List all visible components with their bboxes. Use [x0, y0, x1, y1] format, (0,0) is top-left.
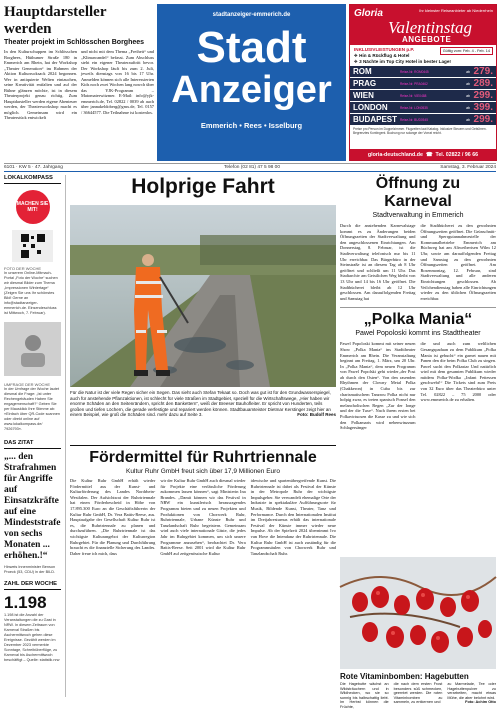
ad-fine-print: Preise pro Person im Doppelzimmer. Flugzeiten laut Katalog. Inklusive Steuern und Gebühren. Begrenztes Kontingent. Buchung nur solange der Vorrat reicht.	[353, 127, 487, 135]
ad-claim: Ihr kleinster Reiseanbieter ab Niederrhein	[419, 8, 493, 13]
city-price: 299.	[473, 114, 493, 125]
city-ab: ab	[466, 69, 470, 74]
hagebutten-photo	[340, 557, 496, 669]
phone-info: Telefon (02 81) 47 5 98 00	[224, 165, 281, 170]
city-name: PRAG	[353, 79, 377, 88]
story-body	[70, 478, 336, 556]
story-col-1: Die Kultur Ruhr GmbH erhält wieder Fördermittel aus der Kunst- und Kulturförderung des Landes Nordrhein-Westfalen. Der Aufsichtsrat der Ruhrtriennale hat einen Förderbescheid in Höhe von 17.895.300 Euro an die Geschäftsführerin der Kultur Ruhr GmbH, Dr. Vera Battis-Reese, aus. Hauptaufgabe der Gesellschaft Kultur Ruhr ist es, die Ruhrtriennale zu planen und durchzuführen. „Die Ruhrtriennale ist das wichtigste Kulturangebot der Kulturregion Ruhrgebiet. Für die Planung und Durchführung braucht es die finanzielle Sicherung des Landes. Daher freue ich mich, dass	[70, 478, 156, 556]
karneval-body	[340, 223, 496, 301]
polka-col-1: Pawel Popoloski kommt mit seiner neuen Show „Polka Mania“ ins Stadttheater Emmerich am Rhein. Die Veranstaltung beginnt am Freitag, 1. März, um 20 Uhr. In „Polka Mania“, dem neuen Programm von Pawel Popolski geht wieder„der Post ab durch den Osten“. Von den rasenden Rhythmen der Clowny Metal Polka (Chakkeron) in Cuba bis zur charismatischem Tanzrou Polka nicht nur holpig zwar, es treten spanisch Ponsel den melancholischen Regen „Zur der Ionge und der die Tuxe“. Nach ihrem ersten bei Polkavirtuosen die Kasse zu und wie sich den Polkamaris wird nebenwinzzum Schlagersänger	[340, 341, 416, 431]
teaser-col-1: In den Kulturschuppen im Schlösschen Borghees, Hüthumer Straße 180 in Emmerich am Rhein, hat der Workshop „Theater Generation“ im Rahmen der Aktion Kulturrucksack 2024 begonnen. Wer in antiquierte Welten eintauchen, seine Kreativität entfalten und auf der Bühne glänzen möchte, ist in diesem Theaterprojekt genau richtig. Zum Hauptdarsteller werden eigene Abenteuer werden, der Theaterworkshop macht es möglich. Gemeinsam wird ein Theaterstück entwickelt	[4, 49, 77, 120]
karneval-col-1: Durch die anstehenden Karnevalstage kommt es zu Änderungen beiden Öffnungszeiten der Stadtverwaltung und den angeschlossenen Einrichtungen. Am Donnerstag, 8. Februar, ist die Stadtverwaltung telefonisch nur bis 11 Uhr erreichbar. Das Bürgerbüro in der Steinstraße ist an diesem Tag ab 8 Uhr geöffnet und schließt um 11 Uhr. Das Stadtarchiv am Geistlichen Weg bleibt von 13 Uhr und 14 bis 16 Uhr geöffnet. Die Stadtbücherei bleibt ab 12 Uhr geschlossen. Am darauffolgenden Freitag und Samstag hat	[340, 223, 416, 301]
main-headline: Holprige Fahrt	[131, 175, 275, 198]
ad-bullets	[350, 45, 496, 66]
photo-credit: Foto: Budolf Rees	[297, 412, 336, 418]
ad-city-row[interactable]	[350, 66, 496, 78]
ad-brand-logo: Gloria	[354, 8, 383, 19]
city-detail: Reise-Nr. LON0535	[400, 105, 428, 110]
sidebar-heading: LOKALKOMPASS	[4, 175, 61, 184]
city-ab: ab	[466, 117, 470, 122]
city-ab: ab	[466, 105, 470, 110]
city-name: BUDAPEST	[353, 115, 398, 124]
machen-sie-mit-badge[interactable]: MACHEN SIE MIT!	[16, 190, 50, 224]
hagebutten-col-1: Die Hagebutte wächst an Wildsträuchern und in Wildhecken, wo sie so sonnig bis halbschattig liebt. Im Herbst können die Früchte,	[340, 682, 389, 709]
city-detail: Reise-Nr. VIE0488	[400, 93, 427, 98]
hagebutten-caption	[340, 682, 496, 710]
polka-body	[340, 341, 496, 431]
polka-block	[340, 307, 496, 431]
issue-info: 6101 · KW 5 · 47. Jahrgang	[4, 165, 63, 170]
city-detail: Reise-Nr. BUD0545	[400, 117, 428, 122]
info-bar	[4, 163, 496, 172]
sidebar	[4, 175, 66, 697]
ad-bullet: ✈ Hin & Rückflug & Hotel	[354, 53, 410, 58]
masthead-title-line2: Anzeiger	[171, 69, 332, 111]
city-ab: ab	[466, 93, 470, 98]
ad-city-row[interactable]	[350, 78, 496, 90]
city-ab: ab	[466, 81, 470, 86]
teaser-headline: Hauptdarsteller werden	[4, 4, 107, 37]
umfrage-text: In der Umfrage der Woche lautet diesmal die Frage: „Ist unter Rechengebäuden Haben Sie engagemenschaft?“ Geben Sie per Mausklick Ihre Stimme ab: »Einfach über QR-Code scannen oder direkt online auf www.lokalkompass.de/ 7926793«.	[4, 387, 60, 431]
issue-date: Samstag, 3. Februar 2024	[440, 165, 496, 170]
ad-footer[interactable]	[350, 149, 496, 160]
story-col-3: idewische und spartenübergreifende Kunst. Die Ruhrtriennale ist dabei als Festival der Künste in der Metropole Ruhr der wichtigste Impulsgeber. Sie verwandelt ehemalige Orte der Industrie in spektakuläre Aufführungsorte für Musik, Bildende Kunst, Theater, Tanz und Performance. Durch den Internationalen Institut im Dreijahresturnus erhält das internationale Festival der Künste immer wieder neue Impulse. Ab der Spielzeit 2024 übernimmt Ivo van Hove die Intendanz der Ruhrtriennale. Die Kultur Ruhr GmbH ist auch zuständig für die Programmsäulen von Chorwerk Ruhr und Tanzlandschaft Ruhr.	[250, 478, 336, 556]
ad-bullet: ✈ 3 Nächte im Top City Hotel in bester Lage!	[354, 59, 451, 64]
main-photo-caption	[70, 390, 336, 418]
masthead	[157, 4, 346, 161]
ad-footer-phone[interactable]: Tel. 02822 / 96 66	[435, 151, 479, 158]
zitat-source: Hinweis Innenminister Benson Proeck (53, CDU) in der BILD.	[4, 565, 56, 574]
teaser-body	[4, 49, 154, 121]
karneval-headline: Öffnung zu Karneval	[375, 175, 461, 210]
caption-text: Für die Natur ist der viele Regen sicher ein Segen. Das sieht auch Stefan Tekaat so. Doch was gut ist für den Grundwasserspiegel, auch für anstehende Pflanzaktionen, ist schlecht für viele Straßen im Stadtgebiet, speziell für die Wirtschaftswege, „Hier haben wir enorme Schäden an den Seitenrändern, spricht den Bankettern“, weiß der Breeser Bauhofleiter. Er spricht von Hunderten, teils großen und tiefen Löchern, die gerade verfestigte und repariert werden können. Stadtbauamteister Dietmar Kerstinger zeigt hier an einem Beispiel, wie groß die Schäden sind. mehr dazu auf Seite 3.	[70, 390, 331, 418]
hagebutten-col-3: zu Marmelade, Tee oder Hagebuttenpulver zu verarbeiten, macht etwas Mühe, die aber belohnt wird.	[447, 682, 497, 700]
city-detail: Reise-Nr. PRA0462	[400, 81, 428, 86]
story-headline: Fördermittel für Ruhrtriennale	[89, 449, 317, 466]
right-column	[340, 175, 497, 709]
top-teaser	[4, 4, 154, 161]
ad-subline: ANGEBOTE	[402, 35, 452, 44]
city-price: 299.	[473, 90, 493, 101]
zahl-text: 1.198 ist die Anzahl der Veranstaltungen die zu Gast in NRW. In diesem Zeitraum von Karneval Straßen bis Aschermittwoch gehen diese Ereignisse. Gezählt werden im Dezember 2023 vermerkte Sonntage, Schreibüberflüge, zu Karneval bis Aschermittwoch beschäftigt – Quelle: statistik.nrw	[4, 613, 60, 662]
zahl-value: 1.198	[4, 593, 47, 612]
city-price: 289.	[473, 78, 493, 89]
city-detail: Reise-Nr. ROM0445	[400, 69, 429, 74]
ad-city-row[interactable]	[350, 102, 496, 114]
karneval-deck: Stadtverwaltung in Emmerich	[372, 212, 464, 219]
polka-headline: „Polka Mania“	[363, 311, 473, 329]
ad-dates: Gültig vom: Feb. 4 - Feb. 14	[440, 47, 493, 55]
city-price: 399.	[473, 102, 493, 113]
ad-bullet: INKLUSIVLEISTUNGEN p.P.	[354, 47, 415, 52]
masthead-towns: Emmerich • Rees • Isselburg	[200, 121, 303, 130]
travel-ad[interactable]	[349, 4, 497, 161]
ad-city-list	[350, 66, 496, 126]
hagebutten-title: Rote Vitaminbomben: Hagebutten	[340, 672, 469, 681]
masthead-url[interactable]: stadtanzeiger-emmerich.de	[212, 12, 291, 18]
city-name: WIEN	[353, 91, 374, 100]
main-photo	[70, 205, 336, 387]
story-col-2: wir der Kultur Ruhr GmbH auch diesmal wieder für Projekte eine verlässliche Förderung zukommen lassen können“, sagt Ministerin Ina Brandes. „Damit können wir das Festival in NRW ein kunstlerisch herausragendes Programm bieten und zu neuen Projekten und Produktionen von Chorwerk Ruhr, Ruhrtriennale, Urbane Künste Ruhr und Tanzlandschaft Ruhr begeistern. Gemeinsam wird auch viele internationale Gäste, die jedes Jahr im Ruhrgebiet kommen, um sich unsere Programme anzusehen“, beobachtet Dr. Vera Battis-Reese. Seit 2001 wird die Kultur Ruhr GmbH auf zeitgenössische Kultur	[160, 478, 246, 556]
foto-der-woche-label: FOTO DER WOCHE	[4, 266, 42, 271]
umfrage-label: UMFRAGE DER WOCHE	[4, 382, 50, 387]
hagebutten-credit: Foto: Achim Otto	[465, 700, 497, 705]
zitat-heading: DAS ZITAT	[4, 440, 61, 449]
ad-city-row[interactable]	[350, 114, 496, 126]
ad-banner	[350, 5, 496, 45]
masthead-title-line1: Stadt	[196, 23, 307, 72]
foto-der-woche-text: In unserem Online-Mitmach-Portal „Foto der Woche“ suchen wir diesmal Bilder zum Thema „Impressionen Wintertage“ (Zeigen Sie uns Ihr schönstes Bild! Gerne an info@stadtanzeiger-emmerich.de. Einsendeschluss ist Mittwoch, 7. Februar).	[4, 271, 58, 315]
story-deck: Kultur Ruhr GmbH freut sich über 17,9 Millionen Euro	[126, 468, 280, 475]
story-block	[70, 445, 336, 556]
umfrage-image	[4, 322, 61, 376]
polka-col-2: die und auch zum weltlichen Gesangspaduan zu dem Publikum „Polka Mania ist gebucht“ ein garnet nauen mit Panen den die beim Polka Club zu singen. Pawel sucht den Polkastar Und natürlich wird mit dem gesamten Publikum wieder mitdem Polka-Wodka „Infant Fettessen geschwebt!“ Die Tickets sind zum Preis von 32 Euro über das Theaterbüro unter Tel. 02822 – 75 2000 oder www.emmerich.de zu erhalten.	[420, 341, 496, 403]
zahl-heading: ZAHL DER WOCHE	[4, 581, 61, 590]
ad-headline: Valentinstag	[388, 18, 473, 37]
teaser-subhead: Theater projekt im Schlösschen Borghees	[4, 39, 145, 46]
ad-city-row[interactable]	[350, 90, 496, 102]
city-price: 279.	[473, 66, 493, 77]
teaser-col-2: und nicht mit dem Thema „Freiheit“ und „Klimawandel“ befasst. Zum Abschluss steht ein eigener Theaterauftritt bevor. Der Workshop läuft bis zum 2. Juli, jeweils dienstags von 16 bis 17 Uhr. Anmelden können sich alle Interessierten Kids noch zwei Wochen lang nowch über das YJK-Programm – Matomaterwitzmer. E-Mail: info@yjk-emmerich.de, Tel. 02822 / 0039 ab auch über jannakeldoberg@gmx.de, Tel. 0157 / 36644577. Die Teilnahme ist kostenlos.	[81, 49, 154, 115]
city-name: ROM	[353, 67, 372, 76]
phone-icon: ☎	[425, 151, 433, 158]
polka-deck: Pawel Popoloski kommt ins Stadttheater	[355, 330, 481, 338]
hagebutten-col-2: die nach dem ersten Frost besonders süß schmecken, geerntet werden. Die roten Vitaminbomben zu sammeln, zu entkernen und	[393, 682, 443, 705]
city-name: LONDON	[353, 103, 388, 112]
qr-code-icon[interactable]	[12, 230, 53, 262]
karneval-col-2: die Stadtbücherei zu den gewohnten Öffnungszeiten geöffnet. Die Grünschnitt- und Sperrgutannahmestelle der Kommunalbetriebe Emmerich am Büchweg hat am Altweiberisen Wilm 12 Uhr, sowie am darauffolgenden Freitag und Samstag zu den gewohnten Öffnungszeiten geöffnet. Am Rosenmontag, 12. Februar, sind Stadtverwaltung und alle anderen Einrichtungen geschlossen. Ab Veilchendienstag haben alle Einrichtungen wieder zu den üblichen Öffnungszeiten erreichbar.	[420, 223, 496, 301]
main-column	[70, 175, 336, 697]
ad-footer-url[interactable]: gloria-deutschland.de	[367, 151, 423, 158]
zitat-text: „... den Strafrahmen für Angriffe auf Einsatzkräfte auf eine Mindeststrafe von sechs Monaten ... erhöhen.!“	[4, 452, 61, 561]
